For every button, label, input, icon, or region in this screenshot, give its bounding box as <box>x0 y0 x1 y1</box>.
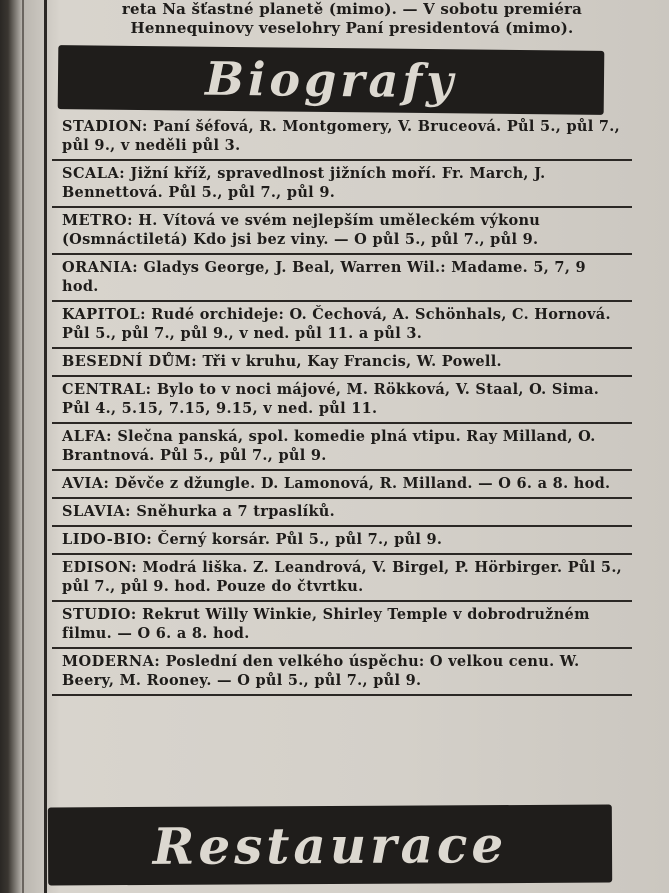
cinema-entry <box>52 424 632 471</box>
cinema-name: CENTRAL: <box>62 381 152 398</box>
cinema-name: METRO: <box>62 212 133 229</box>
program-details: Rudé orchideje: O. Čechová, A. Schönhals, C. Hornová. Půl 5., půl 7., půl 9., v ned. půl 11. a půl 3. <box>62 306 611 342</box>
section-title: Restaurace <box>152 814 508 876</box>
intro-text <box>72 0 632 38</box>
cinema-entry <box>52 255 632 302</box>
program-details: Modrá liška. Z. Leandrová, V. Birgel, P. Hörbirger. Půl 5., půl 7., půl 9. hod. Pouze do čtvrtku. <box>62 559 623 595</box>
cinema-entry <box>52 649 632 696</box>
cinema-entry <box>52 161 632 208</box>
cinema-name: ORANIA: <box>62 259 139 276</box>
cinema-name: STADION: <box>62 118 148 135</box>
cinema-entry <box>52 471 632 499</box>
program-details: Paní šéfová, R. Montgomery, V. Bruceová. Půl 5., půl 7., půl 9., v neděli půl 3. <box>62 118 620 154</box>
cinema-entry <box>52 349 632 377</box>
cinema-entry <box>52 555 632 602</box>
cinema-name: AVIA: <box>62 475 110 492</box>
cinema-entry <box>52 602 632 649</box>
intro-line: Hennequinovy veselohry Paní presidentová (mimo). <box>130 19 574 37</box>
section-title: Biografy <box>204 51 458 109</box>
cinema-name: STUDIO: <box>62 606 137 623</box>
program-details: Tři v kruhu, Kay Francis, W. Powell. <box>202 353 502 370</box>
cinema-listings <box>52 114 632 696</box>
column-rule <box>44 0 47 893</box>
cinema-name: SLAVIA: <box>62 503 131 520</box>
program-details: Jižní kříž, spravedlnost jižních moří. Fr. March, J. Bennettová. Půl 5., půl 7., půl 9. <box>62 165 546 201</box>
cinema-name: ALFA: <box>62 428 112 445</box>
intro-line: reta Na šťastné planetě (mimo). — V sobotu premiéra <box>121 0 583 18</box>
program-details: Děvče z džungle. D. Lamonová, R. Milland. — O 6. a 8. hod. <box>114 475 611 492</box>
program-details: H. Vítová ve svém nejlepším uměleckém výkonu (Osmnáctiletá) Kdo jsi bez viny. — O půl 5., půl 7., půl 9. <box>62 212 541 248</box>
cinema-entry <box>52 114 632 161</box>
left-edge-rule <box>22 0 24 893</box>
section-banner-restaurace <box>48 805 612 886</box>
cinema-entry <box>52 527 632 555</box>
program-details: Rekrut Willy Winkie, Shirley Temple v dobrodružném filmu. — O 6. a 8. hod. <box>62 606 590 642</box>
cinema-name: LIDO-BIO: <box>62 531 153 548</box>
cinema-name: EDISON: <box>62 559 138 576</box>
cinema-entry <box>52 208 632 255</box>
program-details: Sněhurka a 7 trpaslíků. <box>136 503 335 520</box>
cinema-entry <box>52 302 632 349</box>
program-details: Gladys George, J. Beal, Warren Wil.: Madame. 5, 7, 9 hod. <box>62 259 586 295</box>
cinema-name: MODERNA: <box>62 653 161 670</box>
cinema-name: KAPITOL: <box>62 306 146 323</box>
program-details: Bylo to v noci májové, M. Rökková, V. Staal, O. Sima. Půl 4., 5.15, 7.15, 9.15, v ned. půl 11. <box>62 381 600 417</box>
cinema-name: BESEDNÍ DŮM: <box>62 353 198 370</box>
program-details: Černý korsár. Půl 5., půl 7., půl 9. <box>157 531 443 548</box>
section-banner-biografy <box>58 45 605 115</box>
program-details: Slečna panská, spol. komedie plná vtipu. Ray Milland, O. Brantnová. Půl 5., půl 7., půl 9. <box>62 428 596 464</box>
cinema-entry <box>52 499 632 527</box>
cinema-name: SCALA: <box>62 165 126 182</box>
cinema-entry <box>52 377 632 424</box>
program-details: Poslední den velkého úspěchu: O velkou cenu. W. Beery, M. Rooney. — O půl 5., půl 7., půl 9. <box>62 653 580 689</box>
